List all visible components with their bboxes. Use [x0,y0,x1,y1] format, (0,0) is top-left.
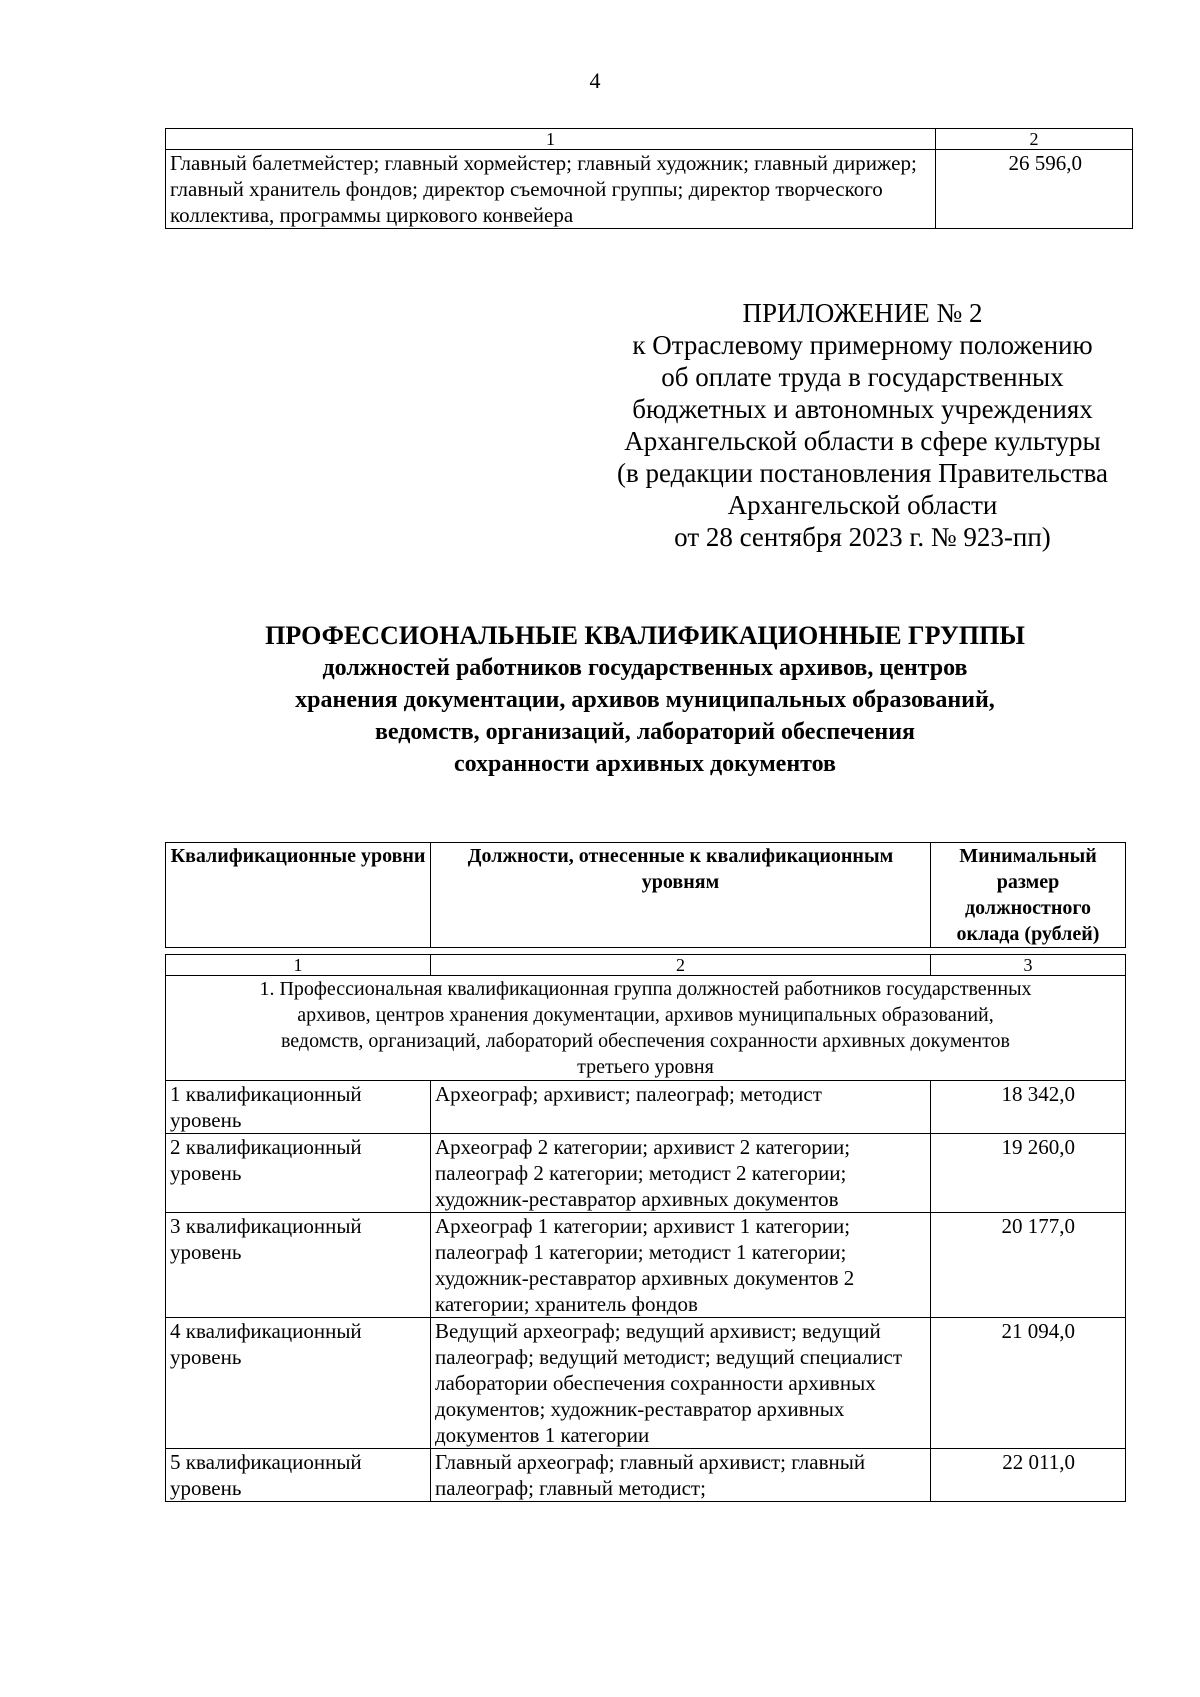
positions-cell: Археограф 2 категории; архивист 2 категории; палеограф 2 категории; методист 2 категории; художник-реставратор архивных документов [431,1134,931,1213]
table-row [166,150,1133,229]
group-title: 1. Профессиональная квалификационная группа должностей работников государственных архивов, центров хранения документации, архивов муниципальных образований, ведомств, организаций, лабораторий обеспечения сохранности архивных документов третьего уровня [166,976,1126,1081]
salary-cell: 22 011,0 [931,1449,1126,1502]
table-row [166,1134,1126,1213]
title-line: ведомств, организаций, лабораторий обеспечения [374,719,916,745]
appendix-line: Архангельской области в сфере культуры [624,426,1101,456]
title-line: хранения документации, архивов муниципальных образований, [295,687,995,713]
appendix-line: (в редакции постановления Правительства [616,458,1109,488]
column-number-cell: 2 [431,955,931,976]
level-cell: 2 квалификационный уровень [166,1134,431,1213]
table-row [166,1081,1126,1134]
appendix-line: к Отраслевому примерному положению [632,330,1093,360]
table-row [166,1318,1126,1449]
positions-cell: Ведущий археограф; ведущий архивист; ведущий палеограф; ведущий методист; ведущий специалист лаборатории обеспечения сохранности архивных документов; художник-реставратор архивных документов 1 категории [431,1318,931,1449]
header-row [166,843,1126,948]
positions-cell: Археограф; архивист; палеограф; методист [431,1081,931,1134]
level-cell: 3 квалификационный уровень [166,1213,431,1318]
header-gap [166,948,1126,955]
level-cell: 4 квалификационный уровень [166,1318,431,1449]
positions-cell: Археограф 1 категории; архивист 1 категории; палеограф 1 категории; методист 1 категории; художник-реставратор архивных документов 2 категории; хранитель фондов [431,1213,931,1318]
header-cell-salary: Минимальный размер должностного оклада (рублей) [931,843,1126,948]
column-number-cell: 1 [166,955,431,976]
positions-cell: Главный балетмейстер; главный хормейстер; главный художник; главный дирижер; главный хранитель фондов; директор съемочной группы; директор творческого коллектива, программы циркового конвейера [166,150,936,229]
appendix-line: Архангельской области [727,490,998,520]
column-number-cell: 2 [936,129,1133,150]
appendix-line: от 28 сентября 2023 г. № 923-пп) [674,522,1051,552]
appendix-line: ПРИЛОЖЕНИЕ № 2 [742,298,983,328]
title-main: ПРОФЕССИОНАЛЬНЫЕ КВАЛИФИКАЦИОННЫЕ ГРУППЫ [265,621,1025,650]
document-title [165,620,1125,780]
salary-cell: 21 094,0 [931,1318,1126,1449]
table-row [166,1213,1126,1318]
salary-cell: 19 260,0 [931,1134,1126,1213]
appendix-header [595,297,1130,553]
level-cell: 1 квалификационный уровень [166,1081,431,1134]
column-number-cell: 1 [166,129,936,150]
header-cell-levels: Квалификационные уровни [166,843,431,948]
title-line: должностей работников государственных архивов, центров [322,655,968,681]
salary-cell: 20 177,0 [931,1213,1126,1318]
salary-cell: 26 596,0 [936,150,1133,229]
appendix-line: бюджетных и автономных учреждениях [632,394,1093,424]
table-row [166,1449,1126,1502]
header-cell-positions: Должности, отнесенные к квалификационным уровням [431,843,931,948]
continued-salary-table [165,128,1133,229]
qualification-table [165,842,1126,1502]
column-number-row [166,955,1126,976]
page-number: 4 [589,68,601,93]
salary-cell: 18 342,0 [931,1081,1126,1134]
column-number-row [166,129,1133,150]
positions-cell: Главный археограф; главный архивист; главный палеограф; главный методист; [431,1449,931,1502]
group-row [166,976,1126,1081]
title-line: сохранности архивных документов [453,751,836,777]
level-cell: 5 квалификационный уровень [166,1449,431,1502]
appendix-line: об оплате труда в государственных [661,362,1064,392]
column-number-cell: 3 [931,955,1126,976]
